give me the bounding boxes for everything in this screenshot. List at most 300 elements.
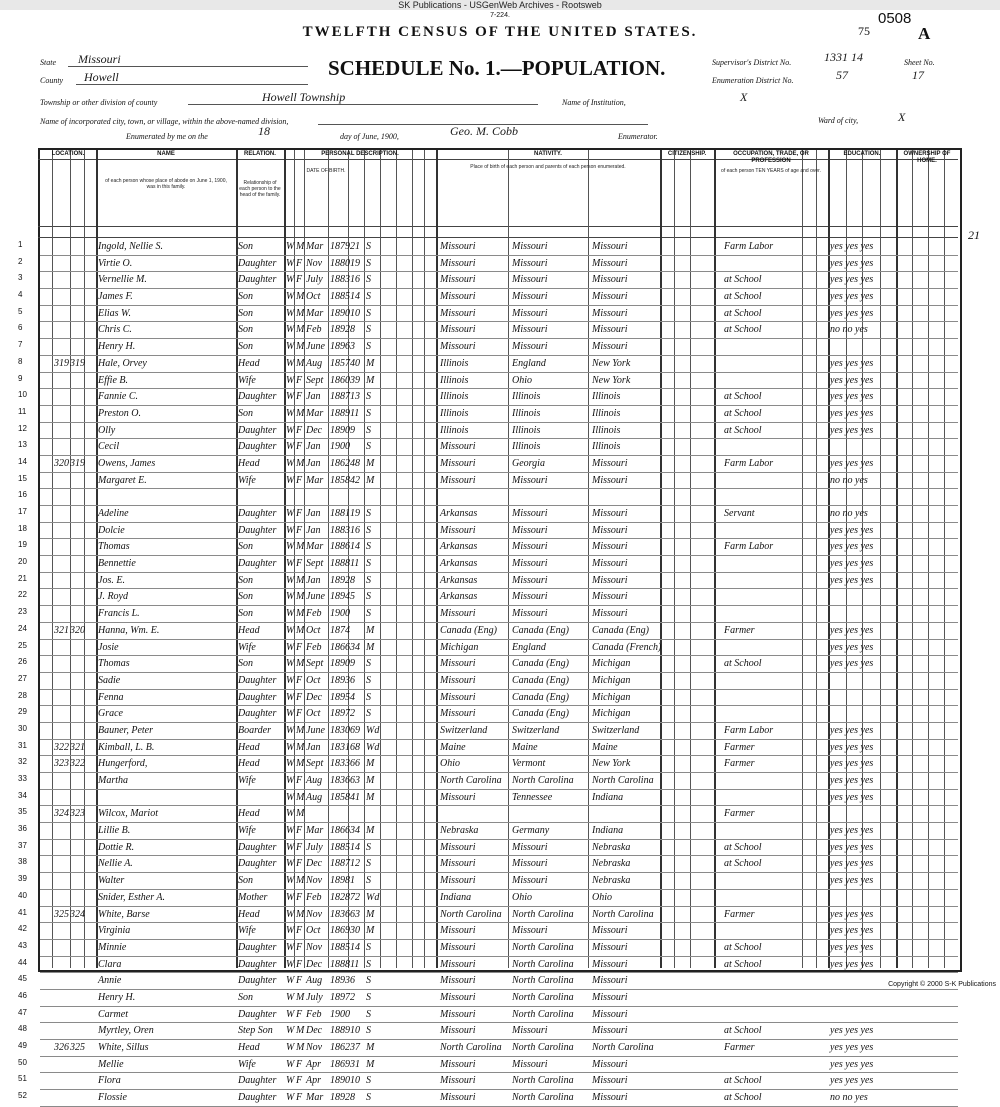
- sex: F: [296, 775, 303, 786]
- age: 39: [350, 374, 360, 386]
- marital-status: M: [366, 775, 375, 786]
- sex: M: [296, 324, 305, 336]
- mother-birthplace: Missouri: [592, 274, 628, 286]
- age: 34: [350, 641, 360, 653]
- margin-note: 21: [968, 228, 980, 242]
- relation: Step Son: [238, 1025, 273, 1037]
- line-number: 19: [18, 540, 27, 550]
- relation-column-note: Relationship of each person to the head of the family.: [239, 180, 281, 198]
- line-number: 13: [18, 440, 27, 450]
- birth-year: 1893: [330, 674, 350, 686]
- mother-birthplace: Michigan: [592, 708, 631, 720]
- birth-year: 1858: [330, 474, 350, 486]
- table-row: [18, 740, 958, 757]
- location-header: LOCATION.: [51, 151, 85, 157]
- relation: Daughter: [238, 941, 277, 953]
- table-row: [18, 706, 958, 723]
- person-name: Dottie R.: [98, 841, 135, 853]
- header-band-3: [38, 237, 958, 238]
- age: 42: [350, 474, 360, 486]
- line-number: 37: [18, 840, 27, 850]
- occupation: Servant: [724, 508, 755, 519]
- race: W: [286, 791, 295, 803]
- birth-year: 1890: [330, 424, 350, 436]
- relation: Daughter: [238, 975, 277, 987]
- relation: Daughter: [238, 841, 277, 853]
- table-row: [18, 973, 958, 990]
- occupation-column-note: of each person TEN YEARS of age and over.: [721, 168, 821, 174]
- sheet-label: Sheet No.: [904, 58, 935, 67]
- mother-birthplace: North Carolina: [592, 908, 654, 920]
- birthplace: Illinois: [440, 407, 469, 419]
- occupation: Farmer: [724, 908, 755, 920]
- age: 2: [350, 991, 355, 1003]
- line-number: 40: [18, 890, 27, 900]
- age: 2: [350, 708, 355, 720]
- father-birthplace: Switzerland: [512, 724, 560, 736]
- person-name: Cecil: [98, 441, 120, 453]
- mother-birthplace: Missouri: [592, 591, 628, 603]
- line-number: 12: [18, 423, 27, 433]
- father-birthplace: Missouri: [512, 1058, 548, 1070]
- person-name: Snider, Esther A.: [98, 891, 166, 903]
- dwelling-number: 324: [54, 808, 69, 820]
- relation: Daughter: [238, 674, 277, 686]
- birth-month: Jan: [306, 508, 321, 519]
- relation: Daughter: [238, 274, 277, 286]
- mother-birthplace: Missouri: [592, 975, 628, 987]
- person-name: Virginia: [98, 925, 131, 937]
- relation: Son: [238, 307, 253, 319]
- township-underline: [188, 104, 538, 105]
- birthplace: Nebraska: [440, 825, 479, 837]
- birthplace: Missouri: [440, 975, 476, 987]
- marital-status: S: [366, 991, 371, 1003]
- relation: Son: [238, 591, 253, 603]
- header-band-2: [38, 226, 958, 227]
- line-number: 47: [18, 1007, 27, 1017]
- father-birthplace: Missouri: [512, 341, 548, 353]
- birthplace: Missouri: [440, 658, 476, 670]
- mother-birthplace: Indiana: [592, 791, 624, 803]
- form-number: 7-224.: [490, 12, 510, 19]
- father-birthplace: Vermont: [512, 758, 546, 770]
- person-name: White, Sillus: [98, 1042, 149, 1053]
- mother-birthplace: Nebraska: [592, 858, 631, 870]
- occupation: Farm Labor: [724, 724, 774, 736]
- enumeration-value: 57: [836, 68, 848, 82]
- table-row: [18, 389, 958, 406]
- birth-year: 1890: [330, 307, 350, 319]
- sex: M: [296, 624, 305, 636]
- race: W: [286, 474, 295, 486]
- education: yes yes yes: [830, 641, 874, 653]
- table-row: [18, 439, 958, 456]
- table-row: [18, 656, 958, 673]
- marital-status: S: [366, 875, 371, 887]
- birth-month: Mar: [306, 241, 324, 252]
- birthplace: Missouri: [440, 858, 476, 870]
- birth-month: Feb: [306, 891, 322, 903]
- marital-status: M: [366, 624, 375, 636]
- father-birthplace: Missouri: [512, 558, 548, 570]
- line-number: 18: [18, 523, 27, 533]
- race: W: [286, 608, 295, 620]
- education: yes yes yes: [830, 524, 874, 536]
- person-name: Jos. E.: [98, 574, 125, 586]
- race: W: [286, 674, 295, 686]
- occupation: Farmer: [724, 808, 755, 820]
- birthplace: Missouri: [440, 708, 476, 720]
- mother-birthplace: Michigan: [592, 691, 631, 703]
- education: yes yes yes: [830, 558, 874, 570]
- education: yes yes yes: [830, 1075, 874, 1087]
- line-number: 41: [18, 907, 27, 917]
- birth-month: Dec: [306, 691, 323, 703]
- line-number: 17: [18, 507, 27, 516]
- birthplace: Missouri: [440, 291, 476, 303]
- marital-status: S: [366, 591, 371, 603]
- person-name: Clara: [98, 958, 122, 970]
- education: yes yes yes: [830, 825, 874, 837]
- line-number: 14: [18, 456, 27, 466]
- race: W: [286, 424, 295, 436]
- county-label: County: [40, 76, 64, 85]
- birth-month: Aug: [306, 975, 323, 987]
- family-number: 321: [70, 741, 85, 753]
- father-birthplace: Missouri: [512, 508, 548, 519]
- relation: Son: [238, 608, 253, 620]
- dwelling-number: 326: [54, 1042, 69, 1053]
- race: W: [286, 991, 295, 1003]
- mother-birthplace: Missouri: [592, 291, 628, 303]
- birthplace: Arkansas: [440, 591, 478, 603]
- person-name: Myrtley, Oren: [98, 1025, 154, 1037]
- sex: M: [296, 407, 305, 419]
- relation: Boarder: [238, 724, 271, 736]
- family-number: 323: [70, 808, 85, 820]
- table-row: [18, 773, 958, 790]
- education: yes yes yes: [830, 958, 874, 970]
- age: 40: [350, 357, 360, 369]
- line-number: 24: [18, 623, 27, 633]
- marital-status: M: [366, 825, 375, 837]
- mother-birthplace: Missouri: [592, 558, 628, 570]
- birth-month: Feb: [306, 324, 322, 336]
- mother-birthplace: Missouri: [592, 341, 628, 353]
- mother-birthplace: Illinois: [592, 424, 621, 436]
- relation: Head: [238, 758, 260, 770]
- line-number: 51: [18, 1074, 27, 1084]
- table-row: [18, 256, 958, 273]
- race: W: [286, 341, 295, 353]
- marital-status: S: [366, 858, 371, 870]
- family-number: 324: [70, 908, 85, 920]
- mother-birthplace: Missouri: [592, 941, 628, 953]
- age: 9: [350, 658, 355, 670]
- birth-year: 1889: [330, 1025, 350, 1037]
- education: yes yes yes: [830, 274, 874, 286]
- sex: M: [296, 291, 305, 303]
- birth-year: 1895: [330, 691, 350, 703]
- copyright-notice: Copyright © 2000 S-K Publications: [888, 981, 996, 988]
- person-name: Carmet: [98, 1008, 128, 1020]
- birth-year: 1857: [330, 357, 350, 369]
- occupation: Farmer: [724, 741, 755, 753]
- father-birthplace: Ohio: [512, 891, 532, 903]
- birth-month: Sept: [306, 374, 324, 386]
- father-birthplace: Missouri: [512, 541, 548, 553]
- father-birthplace: Illinois: [512, 441, 541, 453]
- line-number: 45: [18, 974, 27, 984]
- name-column-note: of each person whose place of abode on June 1, 1900, was in this family.: [105, 178, 227, 190]
- table-row: [18, 790, 958, 807]
- line-number: 43: [18, 940, 27, 950]
- line-number: 4: [18, 290, 23, 300]
- age: 69: [350, 724, 360, 736]
- sex: F: [296, 508, 303, 519]
- race: W: [286, 891, 295, 903]
- age: 6: [350, 975, 355, 987]
- mother-birthplace: New York: [592, 357, 631, 369]
- person-name: Thomas: [98, 541, 130, 553]
- relation: Son: [238, 991, 253, 1003]
- sex: F: [296, 825, 303, 837]
- birth-month: Oct: [306, 925, 321, 937]
- schedule-title: SCHEDULE No. 1.—POPULATION.: [328, 56, 666, 80]
- source-banner: SK Publications - USGenWeb Archives - Rootsweb: [0, 0, 1000, 10]
- line-number: 7: [18, 340, 23, 350]
- relation: Wife: [238, 474, 256, 486]
- age: 66: [350, 758, 360, 770]
- sheet-value: 17: [912, 68, 924, 82]
- birth-month: July: [306, 274, 323, 286]
- birth-month: Oct: [306, 708, 321, 720]
- relation: Head: [238, 1042, 260, 1053]
- mother-birthplace: Nebraska: [592, 841, 631, 853]
- race: W: [286, 841, 295, 853]
- nativity-column-note: Place of birth of each person and parents of each person enumerated.: [470, 164, 626, 170]
- birth-month: Oct: [306, 291, 321, 303]
- mother-birthplace: Illinois: [592, 407, 621, 419]
- father-birthplace: Maine: [512, 741, 538, 753]
- mother-birthplace: Missouri: [592, 474, 628, 486]
- table-row: [18, 1023, 958, 1040]
- mother-birthplace: Ohio: [592, 891, 612, 903]
- archive-stamp: 0508: [878, 10, 912, 27]
- relation: Daughter: [238, 257, 277, 269]
- occupation: at School: [724, 424, 762, 436]
- person-name: James F.: [98, 291, 133, 303]
- father-birthplace: Missouri: [512, 291, 548, 303]
- birthplace: Missouri: [440, 307, 476, 319]
- mother-birthplace: Missouri: [592, 925, 628, 937]
- table-row: [18, 890, 958, 907]
- state-value: Missouri: [78, 52, 121, 66]
- birth-year: 1898: [330, 875, 350, 887]
- birthplace: Illinois: [440, 357, 469, 369]
- relation: Wife: [238, 374, 256, 386]
- father-birthplace: Missouri: [512, 875, 548, 887]
- birthplace: Arkansas: [440, 558, 478, 570]
- enumerated-day: 18: [258, 124, 270, 138]
- marital-status: Wd: [366, 724, 380, 736]
- marital-status: M: [366, 908, 375, 920]
- table-row: [18, 623, 958, 640]
- line-number: 50: [18, 1057, 27, 1067]
- birthplace: Missouri: [440, 274, 476, 286]
- race: W: [286, 1058, 295, 1070]
- education-header: EDUCATION.: [843, 151, 881, 157]
- mother-birthplace: Illinois: [592, 391, 621, 403]
- age: 63: [350, 908, 360, 920]
- table-row: [18, 940, 958, 957]
- relation: Daughter: [238, 1075, 277, 1087]
- relation: Mother: [238, 891, 268, 903]
- marital-status: M: [366, 1042, 375, 1053]
- marital-status: S: [366, 691, 371, 703]
- birthplace: Illinois: [440, 374, 469, 386]
- person-name: Walter: [98, 875, 125, 887]
- race: W: [286, 724, 295, 736]
- relation: Daughter: [238, 958, 277, 970]
- marital-status: S: [366, 658, 371, 670]
- race: W: [286, 641, 295, 653]
- birth-year: 1896: [330, 341, 350, 353]
- age: 14: [350, 841, 360, 853]
- person-name: Ingold, Nellie S.: [98, 241, 163, 252]
- marital-status: S: [366, 291, 371, 303]
- line-number: 44: [18, 957, 27, 967]
- dwelling-number: 321: [54, 624, 69, 636]
- birth-date-note: DATE OF BIRTH.: [306, 168, 346, 174]
- race: W: [286, 391, 295, 403]
- mother-birthplace: Missouri: [592, 574, 628, 586]
- person-name: Annie: [98, 975, 122, 987]
- father-birthplace: Missouri: [512, 257, 548, 269]
- marital-status: S: [366, 341, 371, 353]
- mother-birthplace: Missouri: [592, 241, 628, 252]
- education: no no yes: [830, 1092, 868, 1104]
- birth-year: 1862: [330, 457, 350, 469]
- father-birthplace: Missouri: [512, 324, 548, 336]
- father-birthplace: Missouri: [512, 608, 548, 620]
- birth-month: Nov: [306, 875, 323, 887]
- table-row: [18, 1007, 958, 1024]
- line-number: 46: [18, 990, 27, 1000]
- sex: F: [296, 891, 303, 903]
- birthplace: Indiana: [440, 891, 472, 903]
- father-birthplace: North Carolina: [512, 975, 574, 987]
- education: yes yes yes: [830, 541, 874, 553]
- institution-value: X: [740, 90, 748, 104]
- birthplace: Missouri: [440, 1025, 476, 1037]
- birth-month: Mar: [306, 307, 324, 319]
- ward-label: Ward of city,: [818, 116, 859, 125]
- table-row: [18, 506, 958, 523]
- marital-status: Wd: [366, 891, 380, 903]
- line-number: 3: [18, 273, 23, 283]
- birth-month: Jan: [306, 741, 321, 753]
- birth-year: 1890: [330, 1075, 350, 1087]
- line-number: 23: [18, 607, 27, 617]
- education: yes yes yes: [830, 908, 874, 920]
- person-name: Josie: [98, 641, 119, 653]
- table-row: [18, 856, 958, 873]
- father-birthplace: Tennessee: [512, 791, 553, 803]
- birthplace: Missouri: [440, 1092, 476, 1104]
- birth-month: Sept: [306, 558, 324, 570]
- table-row: [18, 1090, 958, 1107]
- birthplace: Missouri: [440, 875, 476, 887]
- occupation-header: OCCUPATION, TRADE, OR PROFESSION: [733, 151, 809, 164]
- person-name: Adeline: [98, 508, 129, 519]
- relation-header: RELATION.: [244, 151, 276, 157]
- line-number: 9: [18, 373, 23, 383]
- supervisor-label: Supervisor's District No.: [712, 58, 792, 67]
- birthplace: Arkansas: [440, 541, 478, 553]
- marital-status: S: [366, 1008, 371, 1020]
- birth-year: 1888: [330, 558, 350, 570]
- father-birthplace: England: [512, 641, 546, 653]
- person-name: Martha: [98, 775, 128, 786]
- marital-status: S: [366, 241, 371, 252]
- race: W: [286, 875, 295, 887]
- relation: Wife: [238, 825, 256, 837]
- line-number: 39: [18, 874, 27, 884]
- line-number: 31: [18, 740, 27, 750]
- sex: M: [296, 574, 305, 586]
- table-row: [18, 489, 958, 506]
- race: W: [286, 741, 295, 753]
- line-number: 10: [18, 390, 27, 400]
- education: yes yes yes: [830, 741, 874, 753]
- birthplace: Missouri: [440, 241, 476, 252]
- birth-month: Apr: [306, 1058, 321, 1070]
- occupation: at School: [724, 858, 762, 870]
- person-name: Thomas: [98, 658, 130, 670]
- county-value: Howell: [84, 70, 119, 84]
- father-birthplace: North Carolina: [512, 1042, 574, 1053]
- father-birthplace: Missouri: [512, 274, 548, 286]
- birth-month: Sept: [306, 758, 324, 770]
- sex: M: [296, 658, 305, 670]
- table-row: [18, 690, 958, 707]
- birth-year: 1860: [330, 374, 350, 386]
- line-number: 35: [18, 807, 27, 817]
- state-label: State: [40, 58, 56, 67]
- county-underline: [76, 84, 308, 85]
- age: 8: [350, 1092, 355, 1104]
- state-underline: [68, 66, 308, 67]
- line-number: 1: [18, 240, 23, 249]
- birth-year: 1874: [330, 624, 350, 636]
- father-birthplace: Missouri: [512, 1025, 548, 1037]
- age: 10: [350, 1025, 360, 1037]
- age: 12: [350, 858, 360, 870]
- sex: F: [296, 958, 303, 970]
- marital-status: S: [366, 441, 371, 453]
- relation: Son: [238, 574, 253, 586]
- marital-status: S: [366, 391, 371, 403]
- occupation: Farmer: [724, 758, 755, 770]
- marital-status: S: [366, 558, 371, 570]
- person-name: Virtie O.: [98, 257, 133, 269]
- father-birthplace: North Carolina: [512, 941, 574, 953]
- education: no no yes: [830, 474, 868, 486]
- birth-year: 1888: [330, 958, 350, 970]
- table-row: [18, 756, 958, 773]
